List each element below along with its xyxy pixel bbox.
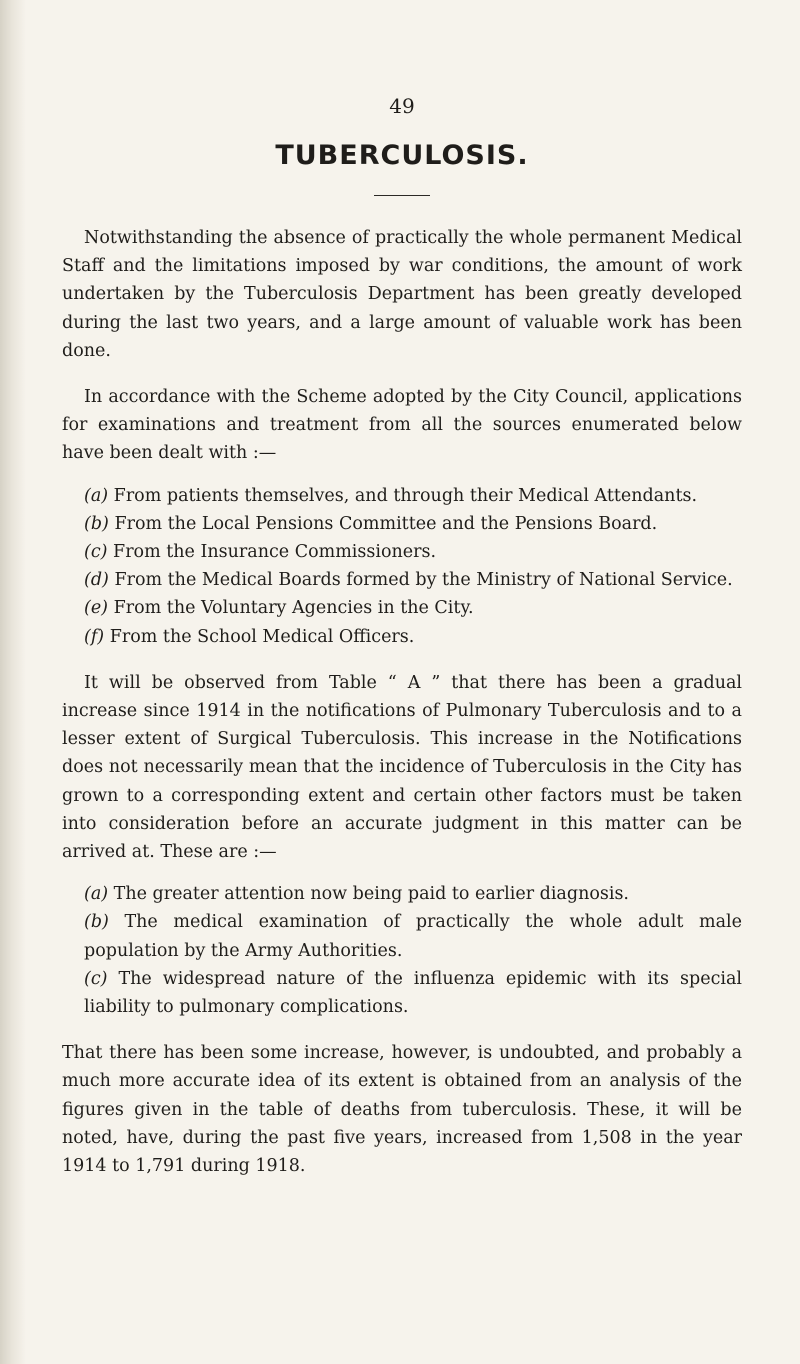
title-rule xyxy=(374,195,430,196)
list-item xyxy=(62,623,742,651)
sources-list xyxy=(62,482,742,651)
list-item xyxy=(62,482,742,510)
list-marker: (c) xyxy=(84,542,108,563)
list-item xyxy=(62,880,742,908)
page-title: TUBERCULOSIS. xyxy=(275,140,529,171)
list-item xyxy=(62,594,742,622)
list-marker: (a) xyxy=(84,884,109,905)
list-item-text: The widespread nature of the influenza epidemic with its special liability to pulmonary complications. xyxy=(84,968,742,1018)
list-item-text: From the Local Pensions Committee and the Pensions Board. xyxy=(114,513,658,534)
list-item xyxy=(62,908,742,964)
list-item-text: From the School Medical Officers. xyxy=(109,626,415,647)
list-item xyxy=(62,566,742,594)
intro-paragraph: Notwithstanding the absence of practically the whole permanent Medical Staff and the limitations imposed by war conditions, the amount of work undertaken by the Tuberculosis Department has been greatly developed during the last two years, and a large amount of valuable work has been done. xyxy=(62,228,742,361)
list-item-text: From the Voluntary Agencies in the City. xyxy=(113,598,474,619)
list-marker: (f) xyxy=(84,626,105,647)
conclusion-paragraph: That there has been some increase, however, is undoubted, and probably a much more accurate idea of its extent is obtained from an analysis of the figures given in the table of deaths from tuberculosis. These, it will be noted, have, during the past five years, increased from 1,508 in the year 1914 to 1,791 during 1918. xyxy=(62,1043,742,1177)
list-marker: (b) xyxy=(84,912,109,933)
list-marker: (c) xyxy=(84,968,108,989)
page-number: 49 xyxy=(389,94,415,118)
document-page xyxy=(62,94,742,1180)
list-item-text: From the Insurance Commissioners. xyxy=(113,542,437,563)
scheme-paragraph: In accordance with the Scheme adopted by the City Council, applications for examinations and treatment from all the sources enumerated below have been dealt with :— xyxy=(62,387,742,464)
list-item-text: From patients themselves, and through their Medical Attendants. xyxy=(113,485,698,506)
binding-shadow xyxy=(0,0,26,1364)
list-item-text: The greater attention now being paid to earlier diagnosis. xyxy=(113,884,629,905)
list-item-text: The medical examination of practically the whole adult male population by the Army Authorities. xyxy=(84,912,742,961)
list-marker: (d) xyxy=(84,570,109,591)
list-item xyxy=(62,965,742,1021)
list-marker: (e) xyxy=(84,598,109,619)
list-item xyxy=(62,510,742,538)
increase-paragraph: It will be observed from Table “ A ” that there has been a gradual increase since 1914 in the notifications of Pulmonary Tuberculosis and to a lesser extent of Surgical Tuberculosis. This increase in the Notifications does not necessarily mean that the incidence of Tuberculosis in the City has grown to a corresponding extent and certain other factors must be taken into consideration before an accurate judgment in this matter can be arrived at. These are :— xyxy=(62,672,742,863)
list-marker: (b) xyxy=(84,513,109,534)
factors-list xyxy=(62,880,742,1021)
list-item-text: From the Medical Boards formed by the Ministry of National Service. xyxy=(114,570,733,591)
list-marker: (a) xyxy=(84,485,109,506)
list-item xyxy=(62,538,742,566)
